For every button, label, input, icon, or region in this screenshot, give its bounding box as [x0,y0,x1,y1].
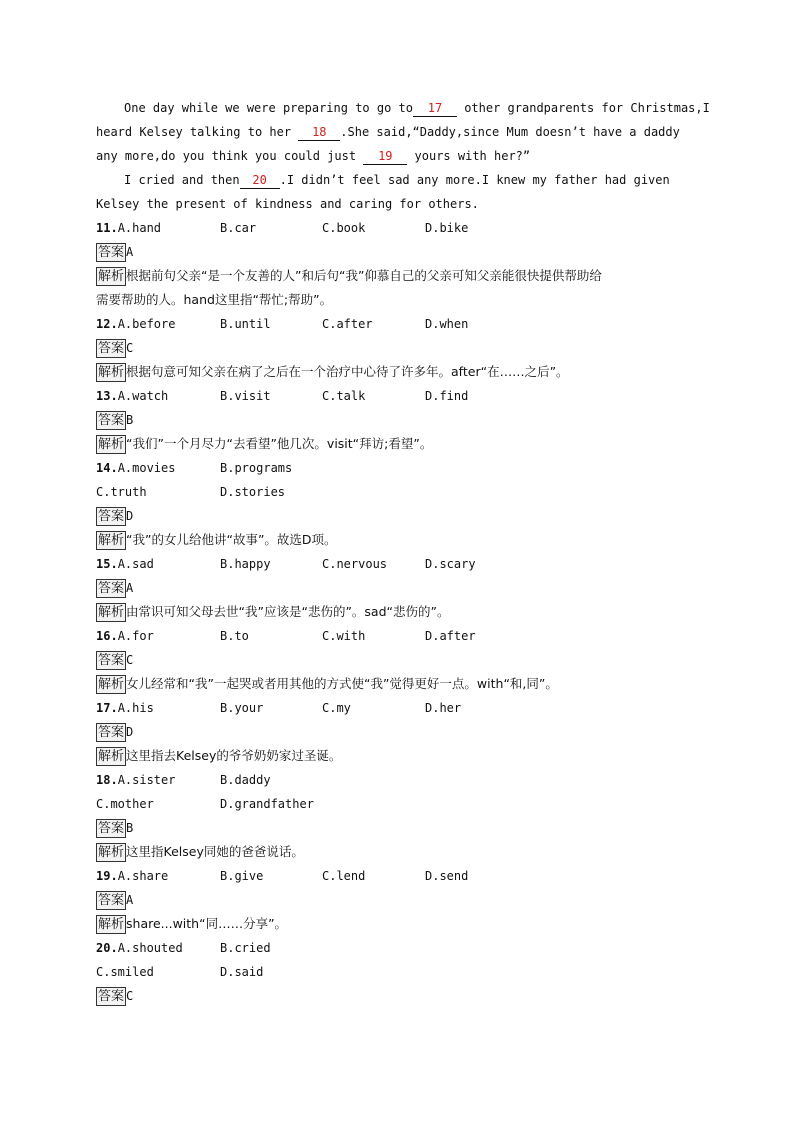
passage-text: .She said,“Daddy,since Mum doesn’t have a daddy [340,125,680,139]
passage-text: yours with her?” [407,149,531,163]
option-a: A.for [117,629,154,643]
analysis-text: “我们”一个月尽力“去看望”他几次。visit“拜访;看望”。 [126,436,433,451]
option-b: B.car [220,221,257,235]
answer-value: A [126,893,134,907]
question-16 [96,624,696,648]
question-12 [96,312,696,336]
question-18 [96,768,696,792]
option-b: B.cried [220,941,271,955]
answer-row [96,408,696,432]
option-c: C.after [322,317,373,331]
answer-row [96,648,696,672]
analysis-label: 解析 [98,533,125,548]
option-c: C.mother [96,797,154,811]
option-a: A.sister [117,773,176,787]
option-b: B.give [220,869,264,883]
option-a: A.sad [117,557,154,571]
answer-label: 答案 [98,893,125,908]
answer-row [96,720,696,744]
option-d: D.scary [425,557,476,571]
option-b: B.visit [220,389,271,403]
answer-row [96,576,696,600]
analysis-row [96,528,696,552]
analysis-text: 这里指Kelsey同她的爸爸说话。 [126,844,304,859]
question-20 [96,936,696,960]
option-d: D.grandfather [220,797,314,811]
option-b: B.daddy [220,773,271,787]
option-d: D.find [425,389,469,403]
question-number: 13. [96,389,118,403]
answer-row [96,816,696,840]
analysis-label: 解析 [98,917,125,932]
passage-line [96,168,696,192]
analysis-text: “我”的女儿给他讲“故事”。故选D项。 [126,532,337,547]
question-14 [96,456,696,480]
option-c: C.lend [322,869,366,883]
question-18-options [96,792,696,816]
answer-value: C [126,653,134,667]
answer-label: 答案 [98,413,125,428]
analysis-row [96,264,696,288]
analysis-label: 解析 [98,269,125,284]
analysis-row [96,432,696,456]
answer-row [96,240,696,264]
option-b: B.programs [220,461,293,475]
question-number: 18. [96,773,118,787]
analysis-label: 解析 [98,677,125,692]
question-14-options [96,480,696,504]
option-a: A.movies [117,461,176,475]
option-c: C.my [322,701,351,715]
blank-20: 20 [240,172,280,189]
option-c: C.with [322,629,366,643]
blank-17: 17 [413,100,457,117]
analysis-text: 由常识可知父母去世“我”应该是“悲伤的”。sad“悲伤的”。 [126,604,450,619]
answer-value: B [126,413,134,427]
analysis-row [96,672,696,696]
analysis-label: 解析 [98,437,125,452]
answer-label: 答案 [98,245,125,260]
answer-label: 答案 [98,509,125,524]
question-number: 17. [96,701,118,715]
analysis-row [96,744,696,768]
option-d: D.said [220,965,264,979]
passage-text: other grandparents for Christmas,I [456,101,710,115]
option-a: A.before [117,317,176,331]
option-d: D.bike [425,221,469,235]
option-d: D.stories [220,485,286,499]
option-c: C.nervous [322,557,388,571]
passage-line [96,96,710,120]
analysis-text: 女儿经常和“我”一起哭或者用其他的方式使“我”觉得更好一点。with“和,同”。 [126,676,558,691]
option-b: B.your [220,701,264,715]
question-number: 11. [96,221,118,235]
option-d: D.after [425,629,476,643]
question-17 [96,696,696,720]
option-b: B.until [220,317,271,331]
answer-label: 答案 [98,581,125,596]
answer-value: A [126,245,134,259]
question-20-options [96,960,696,984]
answer-value: B [126,821,134,835]
answer-value: D [126,509,134,523]
analysis-row [96,600,696,624]
option-a: A.share [117,869,169,883]
option-c: C.book [322,221,366,235]
answer-label: 答案 [98,341,125,356]
option-b: B.to [220,629,249,643]
passage-text: One day while we were preparing to go to [124,101,413,115]
answer-label: 答案 [98,725,125,740]
option-c: C.talk [322,389,366,403]
question-number: 19. [96,869,118,883]
analysis-text-continued: 需要帮助的人。hand这里指“帮忙;帮助”。 [96,292,333,307]
passage-text: .I didn’t feel sad any more.I knew my father had given [279,173,670,187]
answer-row [96,336,696,360]
analysis-text: 根据前句父亲“是一个友善的人”和后句“我”仰慕自己的父亲可知父亲能很快提供帮助给 [126,268,602,283]
analysis-text: 根据句意可知父亲在病了之后在一个治疗中心待了许多年。after“在……之后”。 [126,364,569,379]
question-number: 16. [96,629,118,643]
document-page [96,96,710,1008]
option-a: A.watch [117,389,169,403]
option-b: B.happy [220,557,271,571]
analysis-row [96,360,696,384]
question-19 [96,864,696,888]
passage-text: I cried and then [124,173,240,187]
answer-label: 答案 [98,989,125,1004]
answer-value: A [126,581,134,595]
question-11 [96,216,696,240]
question-15 [96,552,696,576]
analysis-text: share...with“同……分享”。 [126,916,288,931]
answer-row [96,504,696,528]
passage-line [96,144,696,168]
answer-value: C [126,341,134,355]
option-a: A.shouted [117,941,183,955]
option-d: D.send [425,869,469,883]
analysis-row [96,912,696,936]
answer-label: 答案 [98,821,125,836]
analysis-label: 解析 [98,845,125,860]
answer-value: C [126,989,134,1003]
analysis-label: 解析 [98,365,125,380]
option-c: C.truth [96,485,147,499]
analysis-label: 解析 [98,749,125,764]
blank-18: 18 [298,124,340,141]
answer-row [96,984,696,1008]
passage-text: any more,do you think you could just [96,149,364,163]
passage-line: Kelsey the present of kindness and caring for others. [96,197,479,211]
analysis-row [96,840,696,864]
option-d: D.her [425,701,462,715]
answer-row [96,888,696,912]
option-d: D.when [425,317,469,331]
question-13 [96,384,696,408]
question-number: 14. [96,461,118,475]
analysis-text: 这里指去Kelsey的爷爷奶奶家过圣诞。 [126,748,342,763]
answer-value: D [126,725,134,739]
answer-label: 答案 [98,653,125,668]
question-number: 15. [96,557,118,571]
option-a: A.his [117,701,154,715]
blank-19: 19 [363,148,407,165]
passage-line [96,120,696,144]
option-c: C.smiled [96,965,154,979]
question-number: 12. [96,317,118,331]
analysis-label: 解析 [98,605,125,620]
question-number: 20. [96,941,118,955]
passage-text: heard Kelsey talking to her [96,125,299,139]
option-a: A.hand [117,221,162,235]
